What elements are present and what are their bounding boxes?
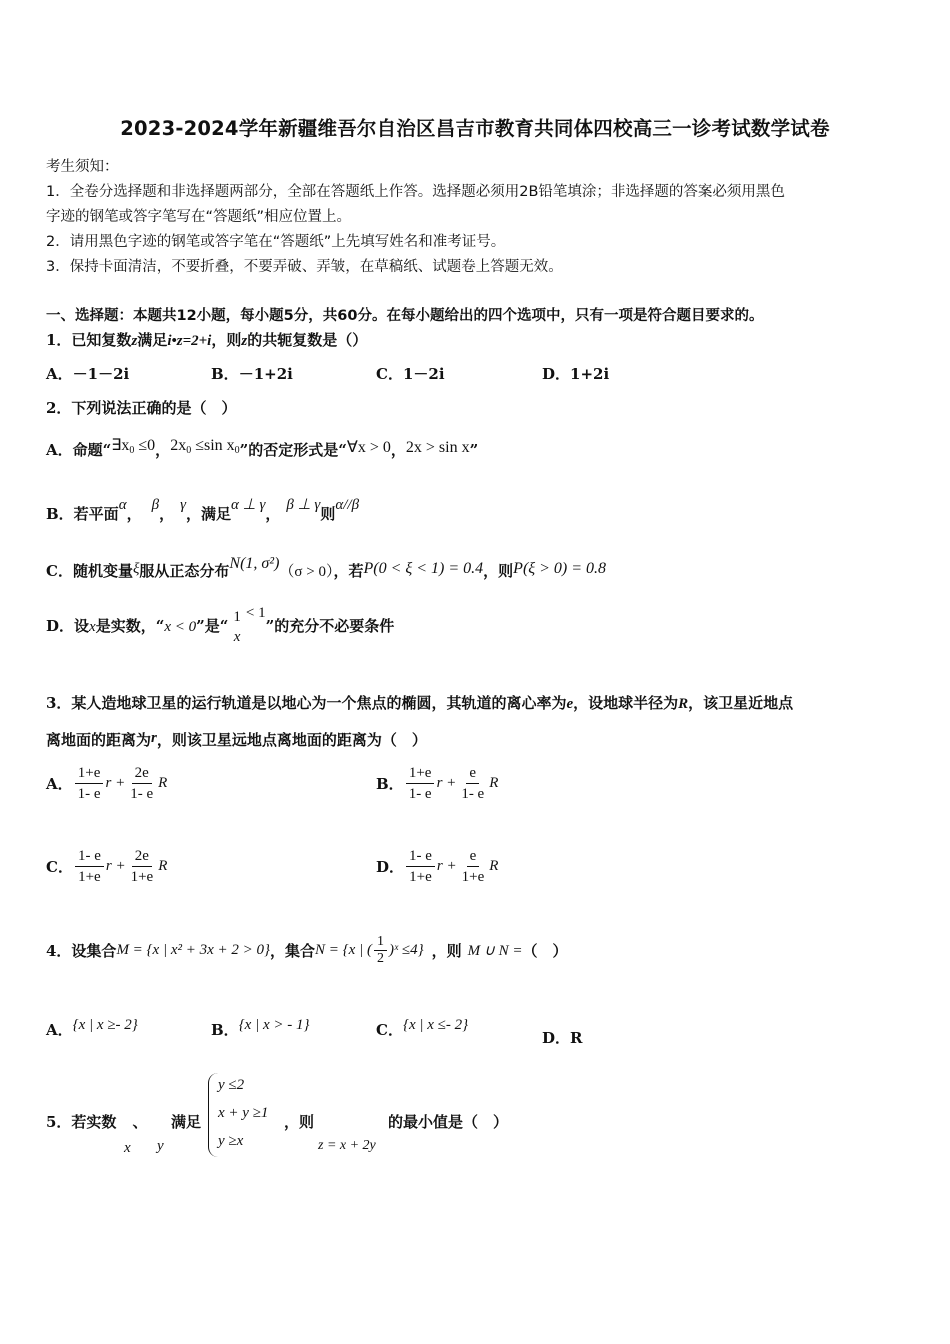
question-4-option-c[interactable]: C．{x | x ≤- 2} [376,1017,469,1039]
notice-item-3: 3．保持卡面清洁，不要折叠，不要弄破、弄皱，在草稿纸、试题卷上答题无效。 [46,259,563,275]
constraint-2: x + y ≥1 [218,1105,269,1121]
question-5-stem-b: 满足 [171,1113,202,1131]
question-3-line-1: 3．某人造地球卫星的运行轨道是以地心为一个焦点的椭圆，其轨道的离心率为e，设地球半径为R，该卫星近地点 [46,694,794,712]
question-2-option-c[interactable]: C．随机变量ξ服从正态分布N(1, σ²)（σ > 0），若P(0 < ξ < 1) = 0.4，则P(ξ > 0) = 0.8 [46,555,607,580]
question-2-option-a[interactable]: A．命题“$\exists x_0 \le 0$，$2x_0 \le\sin$ $x_0$”的否定形式是“∀x > 0，2x > sin x” [46,437,479,459]
question-1-option-a[interactable]: A．－1－2i [46,365,130,383]
question-4-stem: 4．设集合M = {x | x² + 3x + 2 > 0}，集合N = {x | ( $\frac{1}{2}$ )ˣ ≤4} ，则 M ∪ N =（ ） [46,934,568,966]
question-2-option-b[interactable]: B．若平面α， β， γ，满足α ⊥ γ， β ⊥ γ则α//β [46,497,360,523]
question-2-option-d[interactable]: D．设x是实数，“x < 0”是“ 1 x < 1”的充分不必要条件 [46,605,395,645]
question-1-option-d[interactable]: D．1+2i [542,365,610,383]
question-5-then: ，则 [284,1113,315,1131]
question-5-stem-a: 5．若实数 、 [46,1113,148,1131]
notice-item-1-cont: 字迹的钢笔或答字笔写在“答题纸”相应位置上。 [46,209,352,225]
question-1-option-b[interactable]: B．－1+2i [211,365,293,383]
objective-function: z = x + 2y [318,1138,376,1153]
question-1-stem: 1．已知复数z满足i•z=2+i，则z的共轭复数是（） [46,331,368,349]
notice-item-1: 1．全卷分选择题和非选择题两部分，全部在答题纸上作答。选择题必须用2B铅笔填涂；非选择题的答案必须用黑色 [46,184,785,200]
question-4-option-a[interactable]: A．{x | x ≥- 2} [46,1017,138,1039]
question-3-line-2: 离地面的距离为r，则该卫星远地点离地面的距离为（ ） [46,730,427,749]
notice-item-2: 2．请用黑色字迹的钢笔或答字笔在“答题纸”上先填写姓名和准考证号。 [46,234,506,250]
section-header: 一、选择题：本题共12小题，每小题5分，共60分。在每小题给出的四个选项中，只有一项是符合题目要求的。 [46,308,764,324]
notice-heading: 考生须知： [46,159,119,175]
question-1-option-c[interactable]: C．1－2i [376,365,445,383]
question-4-option-b[interactable]: B．{x | x > - 1} [211,1017,310,1039]
constraint-3: y ≥x [218,1133,244,1149]
page-title: 2023-2024学年新疆维吾尔自治区昌吉市教育共同体四校高三一诊考试数学试卷 [120,117,830,140]
question-3-option-c[interactable]: C． $\frac{1- e}{1+e}$ r + $\frac{2e}{1+e}$ R [46,848,168,885]
question-3-option-b[interactable]: B． $\frac{1+e}{1- e}$ r + $\frac{e}{1- e}$ R [376,765,499,802]
question-4-option-d[interactable]: D．R [542,1029,583,1047]
question-2-stem: 2．下列说法正确的是（ ） [46,399,237,417]
question-5-stem-d: 的最小值是（ ） [388,1113,509,1131]
question-5-var-x: x [124,1140,131,1156]
question-3-option-a[interactable]: A． $\frac{1+e}{1- e}$ r + $\frac{2e}{1- e}$ R [46,765,168,802]
constraint-1: y ≤2 [218,1077,245,1093]
question-3-option-d[interactable]: D． $\frac{1- e}{1+e}$ r + $\frac{e}{1+e}$ R [376,848,499,885]
question-5-var-y: y [157,1138,164,1154]
